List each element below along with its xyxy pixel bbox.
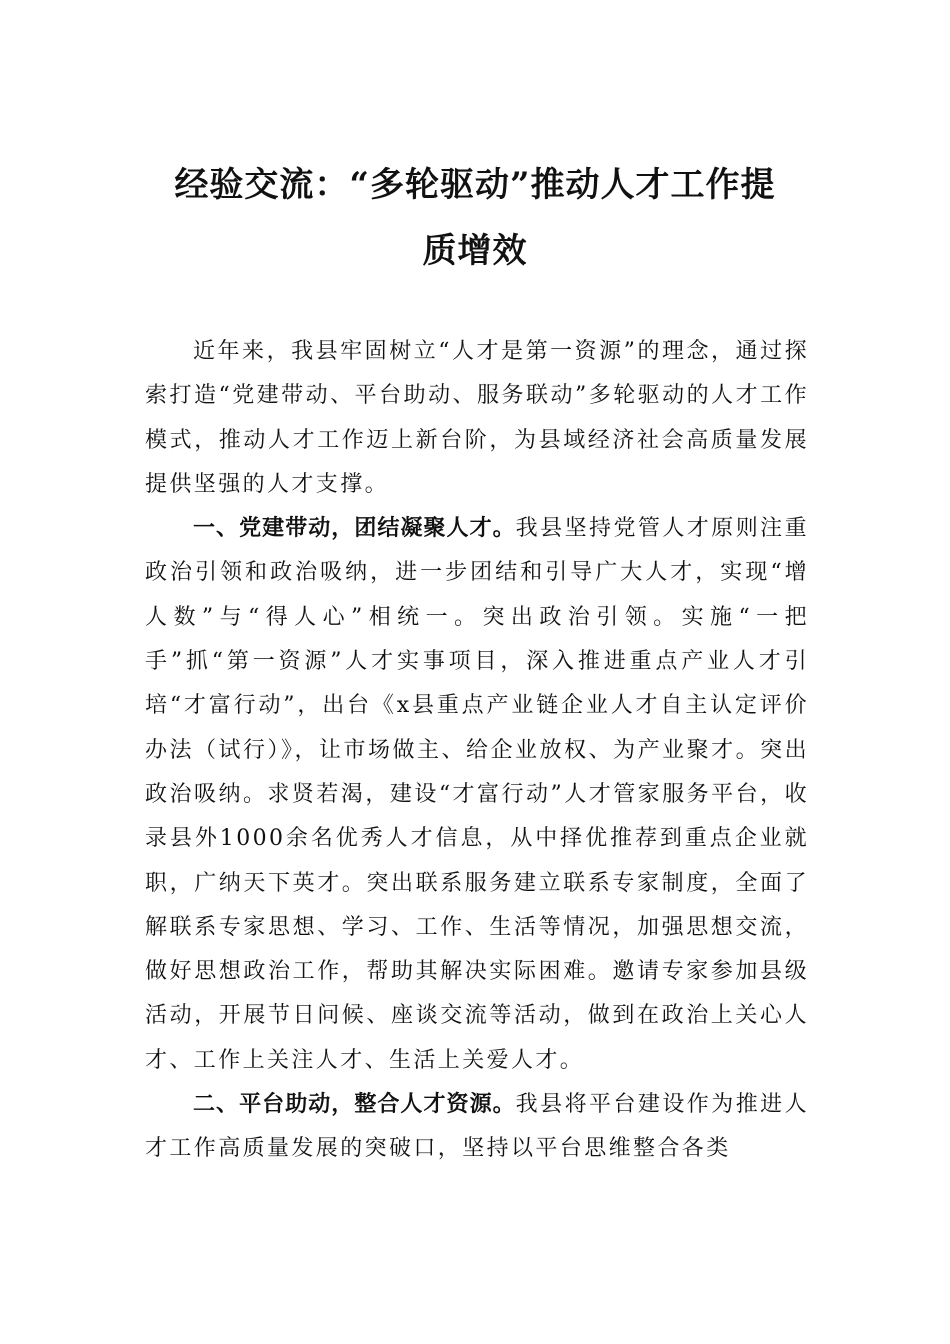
- paragraph-text: 近年来，我县牢固树立“人才是第一资源”的理念，通过探索打造“党建带动、平台助动、服务联动”多轮驱动的人才工作模式，推动人才工作迈上新台阶，为县域经济社会高质量发展提供坚强的人才支撑。: [145, 339, 809, 497]
- section-2-heading: 二、平台助动，整合人才资源。: [193, 1092, 516, 1118]
- section-1-paragraph: [145, 507, 809, 1083]
- title-line-1: 经验交流：“多轮驱动”推动人才工作提: [174, 165, 776, 205]
- section-2-paragraph: [145, 1083, 809, 1172]
- paragraph-text: 我县坚持党管人才原则注重政治引领和政治吸纳，进一步团结和引导广大人才，实现“增人数”与“得人心”相统一。突出政治引领。实施“一把手”抓“第一资源”人才实事项目，深入推进重点产业人才引培“才富行动”，出台《x县重点产业链企业人才自主认定评价办法（试行）》，让市场做主、给企业放权、为产业聚才。突出政治吸纳。求贤若渴，建设“才富行动”人才管家服务平台，收录县外1000余名优秀人才信息，从中择优推荐到重点企业就职，广纳天下英才。突出联系服务建立联系专家制度，全面了解联系专家思想、学习、工作、生活等情况，加强思想交流，做好思想政治工作，帮助其解决实际困难。邀请专家参加县级活动，开展节日问候、座谈交流等活动，做到在政治上关心人才、工作上关注人才、生活上关爱人才。: [145, 516, 809, 1073]
- document-title: [140, 152, 810, 284]
- document-body: [145, 330, 809, 1172]
- intro-paragraph: [145, 330, 809, 507]
- section-1-heading: 一、党建带动，团结凝聚人才。: [193, 516, 516, 542]
- title-line-2: 质增效: [422, 231, 528, 271]
- paragraph-text: 我县将平台建设作为推进人才工作高质量发展的突破口，坚持以平台思维整合各类: [145, 1092, 809, 1162]
